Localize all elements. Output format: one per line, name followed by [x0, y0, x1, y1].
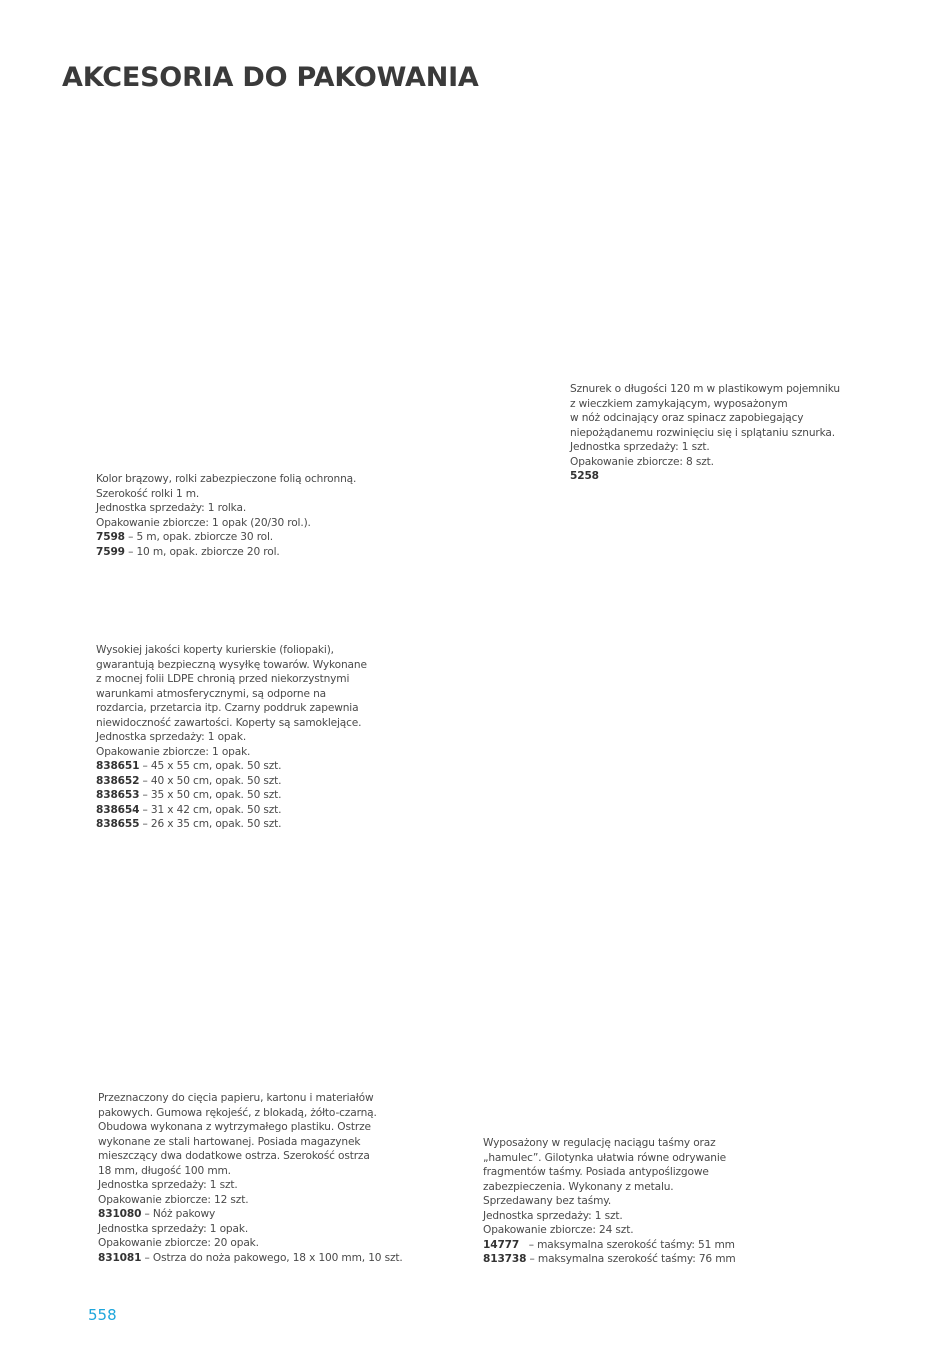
product-tape-dispenser: [483, 1136, 736, 1267]
description-line: Jednostka sprzedaży: 1 szt.: [98, 1179, 238, 1191]
product-code: 5258: [570, 470, 599, 482]
description-line: zabezpieczenia. Wykonany z metalu.: [483, 1180, 674, 1193]
product-code: 14777: [483, 1238, 520, 1251]
product-code: 7599: [96, 545, 125, 558]
description-line: Jednostka sprzedaży: 1 opak.: [98, 1222, 249, 1235]
description-line: Opakowanie zbiorcze: 1 opak (20/30 rol.).: [96, 516, 311, 529]
variant-text: – 35 x 50 cm, opak. 50 szt.: [139, 789, 282, 801]
description-line: z wieczkiem zamykającym, wyposażonym: [570, 397, 788, 410]
variant-line: [96, 817, 367, 832]
description-line: Opakowanie zbiorcze: 24 szt.: [483, 1224, 634, 1236]
variant-line: [98, 1251, 403, 1266]
product-code: 838652: [96, 774, 140, 787]
description-line: Obudowa wykonana z wytrzymałego plastiku. Ostrze: [98, 1121, 371, 1133]
variant-text: – 5 m, opak. zbiorcze 30 rol.: [124, 531, 274, 543]
description-line: niepożądanemu rozwinięciu się i splątaniu sznurka.: [570, 426, 835, 439]
variant-line: [96, 530, 356, 545]
variant-line: [483, 1238, 736, 1253]
product-paper-rolls: [96, 472, 356, 559]
variant-text: – 40 x 50 cm, opak. 50 szt.: [139, 774, 282, 787]
product-courier-envelopes: [96, 643, 367, 832]
variant-text: – 45 x 55 cm, opak. 50 szt.: [139, 760, 282, 772]
variant-text: – 10 m, opak. zbiorcze 20 rol.: [124, 545, 280, 558]
variant-text: – Ostrza do noża pakowego, 18 x 100 mm, 10 szt.: [141, 1251, 403, 1264]
product-code: 838655: [96, 818, 140, 830]
variant-line: [96, 774, 367, 789]
description-line: „hamulec”. Gilotynka ułatwia równe odrywanie: [483, 1151, 727, 1164]
product-twine: [570, 382, 840, 484]
variant-line: [570, 469, 840, 484]
description-line: Sznurek o długości 120 m w plastikowym pojemniku: [570, 383, 840, 395]
description-line: gwarantują bezpieczną wysyłkę towarów. Wykonane: [96, 658, 367, 671]
variant-text: – Nóż pakowy: [141, 1208, 216, 1220]
variant-text: – 31 x 42 cm, opak. 50 szt.: [139, 803, 282, 816]
description-line: z mocnej folii LDPE chronią przed niekorzystnymi: [96, 673, 350, 685]
variant-line: [96, 788, 367, 803]
variant-text: – maksymalna szerokość taśmy: 76 mm: [526, 1253, 736, 1265]
description-line: Jednostka sprzedaży: 1 szt.: [570, 441, 710, 453]
variant-line: [483, 1252, 736, 1267]
product-code: 838651: [96, 760, 140, 772]
variant-line: [96, 545, 356, 560]
product-code: 831081: [98, 1251, 142, 1264]
description-line: Sprzedawany bez taśmy.: [483, 1195, 612, 1207]
product-code: 838653: [96, 789, 140, 801]
description-line: Opakowanie zbiorcze: 1 opak.: [96, 745, 251, 758]
description-line: Jednostka sprzedaży: 1 rolka.: [96, 502, 247, 514]
description-line: Szerokość rolki 1 m.: [96, 487, 200, 500]
description-line: Przeznaczony do cięcia papieru, kartonu i materiałów: [98, 1092, 374, 1104]
description-line: Opakowanie zbiorcze: 8 szt.: [570, 455, 714, 468]
description-line: Opakowanie zbiorcze: 12 szt.: [98, 1193, 249, 1206]
variant-text: – maksymalna szerokość taśmy: 51 mm: [519, 1238, 735, 1251]
description-line: fragmentów taśmy. Posiada antypoślizgowe: [483, 1166, 709, 1178]
product-code: 813738: [483, 1253, 527, 1265]
description-line: rozdarcia, przetarcia itp. Czarny poddruk zapewnia: [96, 702, 359, 714]
description-line: w nóż odcinający oraz spinacz zapobiegający: [570, 412, 804, 424]
page-title: AKCESORIA DO PAKOWANIA: [62, 62, 479, 93]
description-line: Kolor brązowy, rolki zabezpieczone folią ochronną.: [96, 473, 357, 485]
description-line: Opakowanie zbiorcze: 20 opak.: [98, 1237, 259, 1249]
description-line: mieszczący dwa dodatkowe ostrza. Szerokość ostrza: [98, 1150, 370, 1162]
description-line: niewidoczność zawartości. Koperty są samoklejące.: [96, 716, 362, 729]
description-line: Wysokiej jakości koperty kurierskie (foliopaki),: [96, 644, 334, 656]
description-line: Jednostka sprzedaży: 1 opak.: [96, 731, 247, 743]
variant-line: [96, 803, 367, 818]
product-code: 831080: [98, 1208, 142, 1220]
variant-line: [98, 1207, 403, 1222]
product-packing-knife: [98, 1091, 403, 1265]
description-line: pakowych. Gumowa rękojeść, z blokadą, żółto-czarną.: [98, 1106, 377, 1119]
description-line: Jednostka sprzedaży: 1 szt.: [483, 1209, 623, 1222]
description-line: Wyposażony w regulację naciągu taśmy oraz: [483, 1137, 716, 1149]
page-number: 558: [88, 1306, 117, 1324]
variant-text: – 26 x 35 cm, opak. 50 szt.: [139, 818, 282, 830]
description-line: wykonane ze stali hartowanej. Posiada magazynek: [98, 1135, 361, 1148]
product-code: 838654: [96, 803, 140, 816]
variant-line: [96, 759, 367, 774]
description-line: 18 mm, długość 100 mm.: [98, 1164, 231, 1177]
product-code: 7598: [96, 531, 125, 543]
description-line: warunkami atmosferycznymi, są odporne na: [96, 687, 326, 700]
